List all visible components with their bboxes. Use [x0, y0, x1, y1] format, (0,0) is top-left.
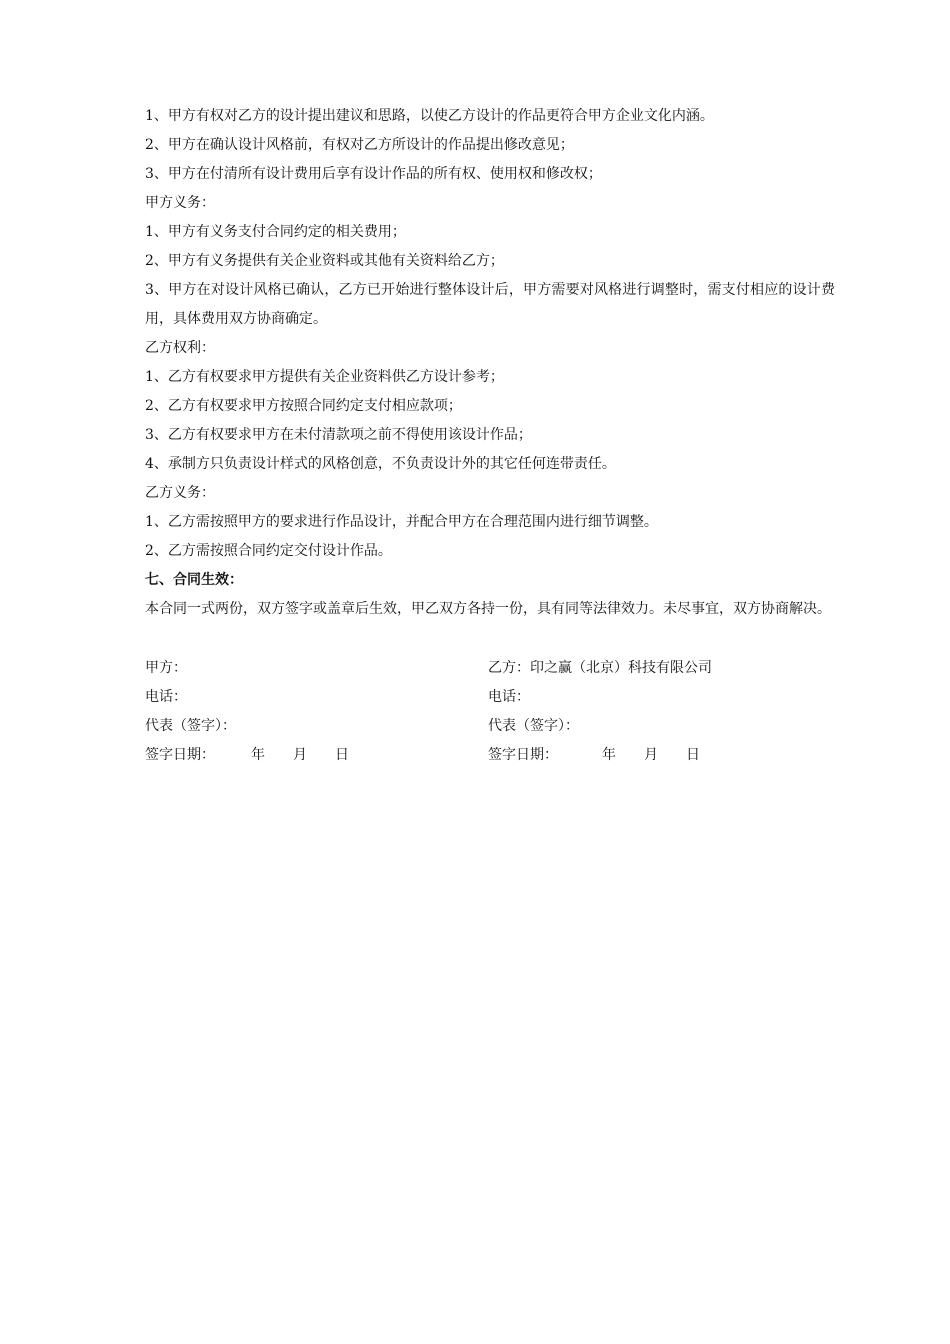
- party-b-rights-title: 乙方权利：: [145, 340, 215, 356]
- party-a-date-label: 签字日期：: [145, 747, 215, 763]
- party-a-right-1: 1、甲方有权对乙方的设计提出建议和思路，以使乙方设计的作品更符合甲方企业文化内涵。: [145, 108, 714, 124]
- section-7-heading: 七、合同生效：: [145, 572, 243, 588]
- party-a-duties-title: 甲方义务：: [145, 195, 215, 211]
- party-b-right-2: 2、乙方有权要求甲方按照合同约定支付相应款项；: [145, 398, 462, 414]
- party-a-duty-2: 2、甲方有义务提供有关企业资料或其他有关资料给乙方；: [145, 253, 504, 269]
- party-b-date-year: 年: [602, 747, 616, 763]
- party-a-rep-label: 代表（签字）：: [145, 718, 236, 734]
- section-7-body: 本合同一式两份，双方签字或盖章后生效，甲乙双方各持一份，具有同等法律效力。未尽事宜，双方协商解决。: [145, 601, 831, 617]
- party-a-duty-3: 3、甲方在对设计风格已确认，乙方已开始进行整体设计后，甲方需要对风格进行调整时，需支付相应的设计费用，具体费用双方协商确定。: [145, 282, 835, 327]
- party-a-date-year: 年: [251, 747, 265, 763]
- document-page: [145, 102, 835, 770]
- party-b-date-day: 日: [686, 747, 700, 763]
- party-a-label: 甲方：: [145, 660, 187, 676]
- signature-row-phone: [145, 683, 835, 712]
- party-a-date: [145, 741, 349, 770]
- signature-row-party: [145, 654, 835, 683]
- party-b-right-1: 1、乙方有权要求甲方提供有关企业资料供乙方设计参考；: [145, 369, 504, 385]
- signature-block: [145, 654, 835, 770]
- party-b-duties-title: 乙方义务：: [145, 485, 215, 501]
- party-b-rep-label: 代表（签字）：: [488, 718, 579, 734]
- party-a-date-month: 月: [293, 747, 307, 763]
- party-b-right-4: 4、承制方只负责设计样式的风格创意，不负责设计外的其它任何连带责任。: [145, 456, 616, 472]
- party-b-date: [488, 741, 700, 770]
- party-a-date-day: 日: [335, 747, 349, 763]
- party-b-duty-2: 2、乙方需按照合同约定交付设计作品。: [145, 543, 392, 559]
- party-b-duty-1: 1、乙方需按照甲方的要求进行作品设计，并配合甲方在合理范围内进行细节调整。: [145, 514, 658, 530]
- party-b-right-3: 3、乙方有权要求甲方在未付清款项之前不得使用该设计作品；: [145, 427, 532, 443]
- party-a-phone-label: 电话：: [145, 689, 187, 705]
- party-b-label: 乙方：印之赢（北京）科技有限公司: [488, 660, 712, 676]
- signature-row-rep: [145, 712, 835, 741]
- party-a-right-3: 3、甲方在付清所有设计费用后享有设计作品的所有权、使用权和修改权；: [145, 166, 602, 182]
- party-a-duty-1: 1、甲方有义务支付合同约定的相关费用；: [145, 224, 406, 240]
- signature-row-date: [145, 741, 835, 770]
- party-b-date-month: 月: [644, 747, 658, 763]
- party-b-date-label: 签字日期：: [488, 747, 558, 763]
- party-a-right-2: 2、甲方在确认设计风格前，有权对乙方所设计的作品提出修改意见；: [145, 137, 574, 153]
- party-b-phone-label: 电话：: [488, 689, 530, 705]
